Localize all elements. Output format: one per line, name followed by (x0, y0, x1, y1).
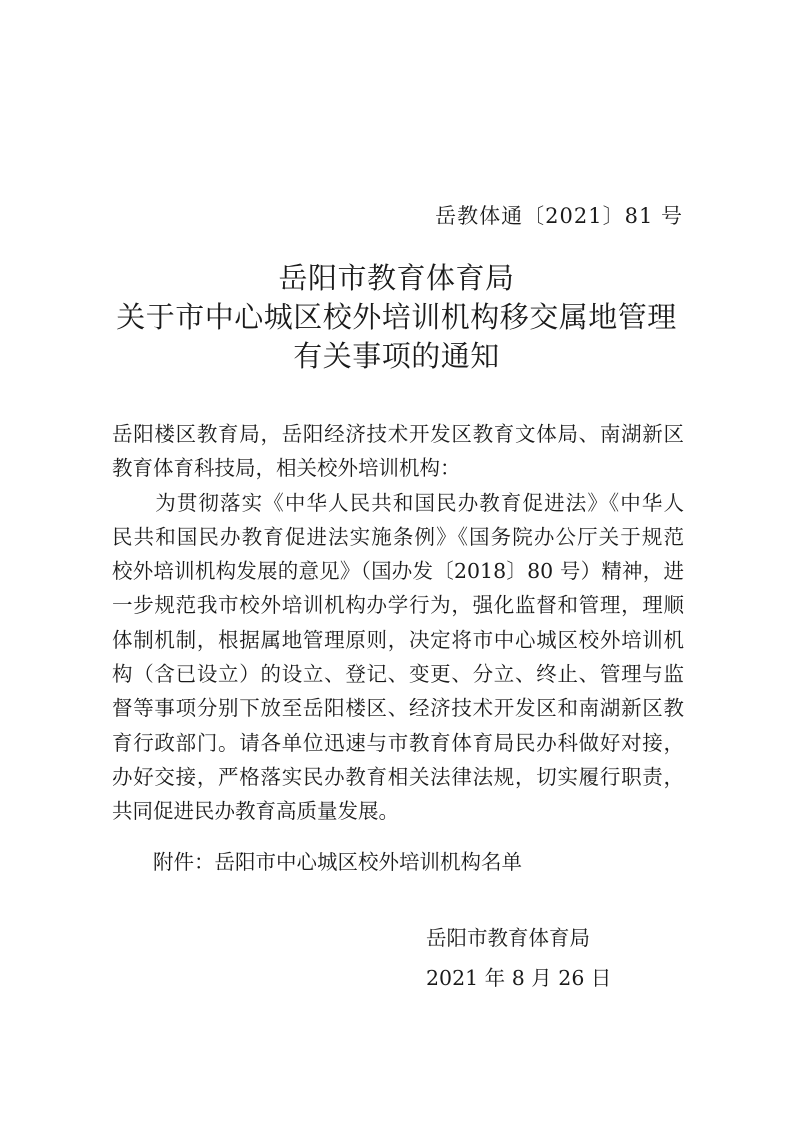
body-line-salutation: 教育体育科技局，相关校外培训机构： (112, 456, 461, 481)
body-line: 校外培训机构发展的意见》（国办发〔2018〕80 号）精神，进 (112, 559, 684, 584)
body-line: 育行政部门。请各单位迅速与市教育体育局民办科做好对接， (112, 730, 684, 755)
document-date: 2021 年 8 月 26 日 (426, 966, 612, 990)
body-line: 办好交接，严格落实民办教育相关法律法规，切实履行职责， (112, 764, 684, 789)
body-line: 为贯彻落实《中华人民共和国民办教育促进法》《中华人 (112, 490, 684, 515)
body-line: 构（含已设立）的设立、登记、变更、分立、终止、管理与监 (112, 662, 684, 687)
body-line-salutation: 岳阳楼区教育局，岳阳经济技术开发区教育文体局、南湖新区 (112, 422, 684, 446)
body-line: 一步规范我市校外培训机构办学行为，强化监督和管理，理顺 (112, 593, 684, 618)
document-body (112, 417, 684, 829)
attachment-note: 附件：岳阳市中心城区校外培训机构名单 (153, 850, 522, 874)
title-line: 岳阳市教育体育局 (278, 261, 515, 295)
body-line: 体制机制，根据属地管理原则，决定将市中心城区校外培训机 (112, 627, 684, 652)
title-line: 关于市中心城区校外培训机构移交属地管理 (116, 300, 677, 334)
body-line: 民共和国民办教育促进法实施条例》《国务院办公厅关于规范 (112, 524, 684, 549)
body-line: 督等事项分别下放至岳阳楼区、经济技术开发区和南湖新区教 (112, 696, 684, 721)
title-line: 有关事项的通知 (293, 339, 500, 373)
document-title (0, 259, 793, 376)
body-line: 共同促进民办教育高质量发展。 (112, 799, 399, 824)
document-number: 岳教体通〔2021〕81 号 (435, 204, 683, 228)
signer-organization: 岳阳市教育体育局 (426, 926, 590, 950)
